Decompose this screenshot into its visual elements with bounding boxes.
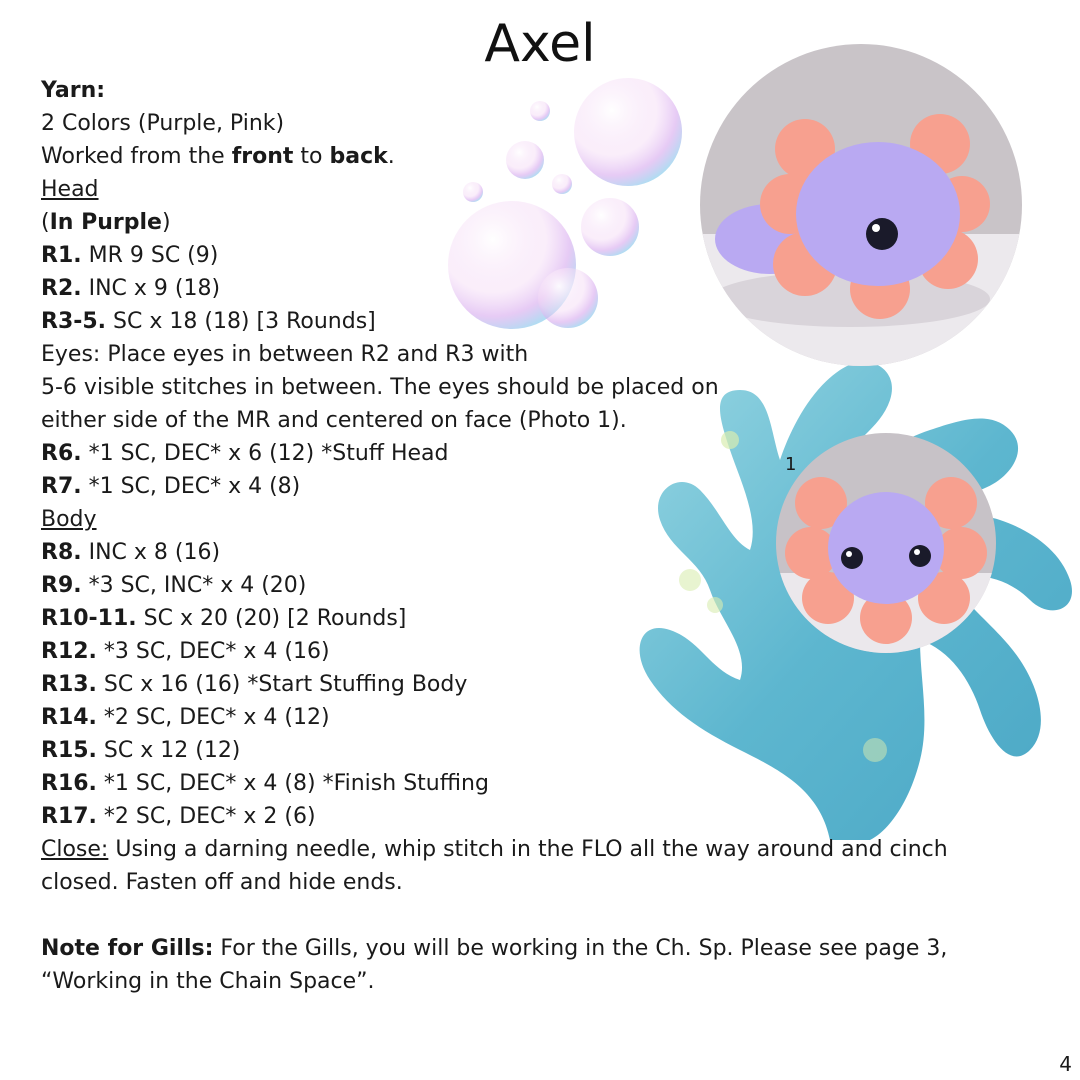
round-label: R3-5. xyxy=(41,309,107,334)
in-purple-note xyxy=(41,206,1001,239)
round-label: R13. xyxy=(41,672,97,697)
worked-end: . xyxy=(387,144,395,169)
round-label: R7. xyxy=(41,474,82,499)
round-line xyxy=(41,272,1001,305)
gills-note xyxy=(41,932,1001,998)
in-purple-text: In Purple xyxy=(49,210,162,235)
round-line xyxy=(41,800,1001,833)
worked-front: front xyxy=(231,144,294,169)
paren-open: ( xyxy=(41,210,50,235)
eyes-line: Eyes: Place eyes in between R2 and R3 with xyxy=(41,342,529,367)
close-text: Using a darning needle, whip stitch in the FLO all the way around and cinch closed. Fasten off and hide ends. xyxy=(41,837,948,895)
worked-direction xyxy=(41,140,1001,173)
pattern-text xyxy=(41,74,1001,998)
round-label: R8. xyxy=(41,540,82,565)
round-text: SC x 16 (16) *Start Stuffing Body xyxy=(96,672,468,697)
worked-back: back xyxy=(329,144,388,169)
round-line xyxy=(41,437,1001,470)
round-line xyxy=(41,635,1001,668)
head-heading: Head xyxy=(41,177,99,202)
close-instructions xyxy=(41,833,1001,899)
eyes-line: 5-6 visible stitches in between. The eyes should be placed on xyxy=(41,375,719,400)
round-line xyxy=(41,470,1001,503)
paren-close: ) xyxy=(161,210,171,235)
round-label: R14. xyxy=(41,705,97,730)
round-text: *2 SC, DEC* x 2 (6) xyxy=(96,804,316,829)
round-text: SC x 18 (18) [3 Rounds] xyxy=(106,309,376,334)
round-label: R15. xyxy=(41,738,97,763)
round-line xyxy=(41,536,1001,569)
eyes-line: either side of the MR and centered on face (Photo 1). xyxy=(41,408,627,433)
round-text: INC x 8 (16) xyxy=(81,540,221,565)
round-line xyxy=(41,701,1001,734)
worked-mid: to xyxy=(293,144,330,169)
round-text: *1 SC, DEC* x 6 (12) *Stuff Head xyxy=(81,441,449,466)
round-text: *3 SC, INC* x 4 (20) xyxy=(81,573,307,598)
photo-1-label: 1 xyxy=(785,454,797,475)
round-text: SC x 12 (12) xyxy=(96,738,241,763)
worked-pre: Worked from the xyxy=(41,144,232,169)
round-line xyxy=(41,239,1001,272)
round-label: R2. xyxy=(41,276,82,301)
round-text: *1 SC, DEC* x 4 (8) xyxy=(81,474,301,499)
round-label: R1. xyxy=(41,243,82,268)
round-label: R6. xyxy=(41,441,82,466)
round-label: R12. xyxy=(41,639,97,664)
round-text: INC x 9 (18) xyxy=(81,276,221,301)
round-line xyxy=(41,668,1001,701)
round-text: *2 SC, DEC* x 4 (12) xyxy=(96,705,330,730)
note-label: Note for Gills: xyxy=(41,936,214,961)
round-text: *1 SC, DEC* x 4 (8) *Finish Stuffing xyxy=(96,771,489,796)
round-line xyxy=(41,767,1001,800)
page-title: Axel xyxy=(484,14,596,74)
yarn-heading: Yarn: xyxy=(41,78,106,103)
round-line xyxy=(41,569,1001,602)
round-line xyxy=(41,602,1001,635)
round-text: MR 9 SC (9) xyxy=(81,243,219,268)
note-text: For the Gills, you will be working in the Ch. Sp. Please see page 3, “Working in the Chain Space”. xyxy=(41,936,948,994)
round-label: R17. xyxy=(41,804,97,829)
round-label: R16. xyxy=(41,771,97,796)
colors-line: 2 Colors (Purple, Pink) xyxy=(41,111,285,136)
round-label: R10-11. xyxy=(41,606,137,631)
round-line xyxy=(41,305,1001,338)
close-label: Close: xyxy=(41,837,109,862)
page-number: 4 xyxy=(1059,1052,1072,1076)
round-label: R9. xyxy=(41,573,82,598)
round-text: SC x 20 (20) [2 Rounds] xyxy=(136,606,407,631)
body-heading: Body xyxy=(41,507,97,532)
round-line xyxy=(41,734,1001,767)
round-text: *3 SC, DEC* x 4 (16) xyxy=(96,639,330,664)
